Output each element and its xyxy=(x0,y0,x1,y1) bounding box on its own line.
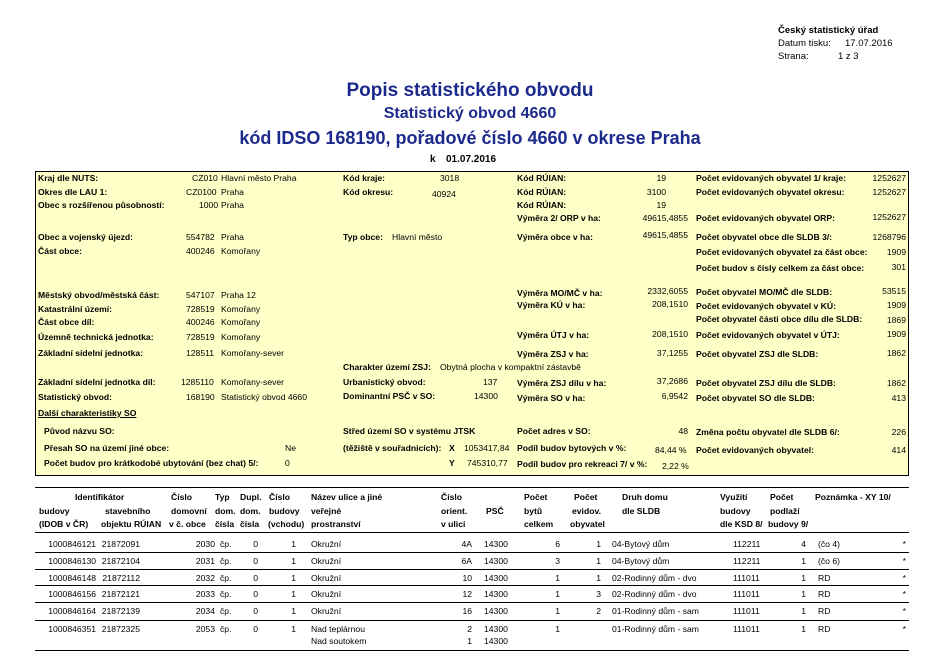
cell-pocet-obyvatel: 1 xyxy=(596,556,601,566)
cell-podlazi: 1 xyxy=(801,589,806,599)
th-podlazi-2: podlaží xyxy=(770,506,800,516)
cell-cislo-domovni: 2030 xyxy=(195,539,215,549)
cell-stavebni-objekt: 21872091 xyxy=(101,539,140,549)
cell-pocet-obyvatel: 1 xyxy=(596,573,601,583)
cell-cislo-budovy: 1 xyxy=(291,556,296,566)
obec-code: 554782 xyxy=(186,232,215,242)
obyv-zsj-dil-value: 1862 xyxy=(886,378,906,388)
vymera-zsj-value: 37,1255 xyxy=(656,348,688,358)
cell-ulice: Okružní xyxy=(311,589,342,599)
ruian-okres-label: Kód RÚIAN: xyxy=(517,187,567,197)
cell-dupl: 0 xyxy=(253,539,258,549)
zsj-dil-code: 1285110 xyxy=(181,377,214,387)
vymera-ku-label: Výměra KÚ v ha: xyxy=(517,300,586,310)
cell-druh-domu: 04-Bytový dům xyxy=(612,539,670,549)
cell-cislo-orient: 1 xyxy=(467,636,472,646)
cast-obce-dil-label: Část obce díl: xyxy=(38,317,95,327)
cell-cislo-orient: 16 xyxy=(462,606,472,616)
mc-code: 547107 xyxy=(186,290,215,300)
mc-name: Praha 12 xyxy=(221,290,256,300)
vymera-utj-value: 208,1510 xyxy=(652,329,688,339)
orp-name: Praha xyxy=(221,200,244,210)
cell-marker: * xyxy=(902,589,906,599)
row-separator xyxy=(35,602,909,603)
ruian-okres-value: 3100 xyxy=(646,187,666,197)
obyv-kraj-label: Počet evidovaných obyvatel 1/ kraje: xyxy=(696,173,846,183)
cell-typ: čp. xyxy=(220,589,232,599)
cell-marker: * xyxy=(902,556,906,566)
obyv-utj-label: Počet evidovaných obyvatel v ÚTJ: xyxy=(696,330,840,340)
zsj-dil-label: Základní sídelní jednotka díl: xyxy=(38,377,156,387)
cell-pocet-bytu: 1 xyxy=(555,589,560,599)
cast-obce-name: Komořany xyxy=(221,246,261,256)
th-identifikator: Identifikátor xyxy=(75,492,125,502)
th-typ-dom: dom. xyxy=(215,506,236,516)
cell-podlazi: 1 xyxy=(801,624,806,634)
cell-pocet-bytu: 1 xyxy=(555,573,560,583)
cell-marker: * xyxy=(902,573,906,583)
cell-cislo-orient: 10 xyxy=(462,573,472,583)
zsj-name: Komořany-sever xyxy=(221,348,285,358)
page-title: Popis statistického obvodu xyxy=(346,80,594,101)
cell-dupl: 0 xyxy=(253,624,258,634)
x-value: 1053417,84 xyxy=(464,443,510,453)
cell-psc: 14300 xyxy=(484,606,508,616)
teziste-label: (těžiště v souřadnicích): xyxy=(343,443,442,453)
page-number: 1 z 3 xyxy=(838,51,859,62)
th-druh-domu-2: dle SLDB xyxy=(622,506,661,516)
adres-label: Počet adres v SO: xyxy=(517,426,591,436)
th-cislo-budovy: Číslo xyxy=(269,492,291,502)
kraj-name: Hlavní město Praha xyxy=(221,173,297,183)
cell-poznamka: RD xyxy=(818,589,831,599)
vymera-ku-value: 208,1510 xyxy=(652,299,688,309)
vymera-zsj-label: Výměra ZSJ v ha: xyxy=(517,349,589,359)
obyv-so-value: 413 xyxy=(891,393,906,403)
orp-label: Obec s rozšířenou působností: xyxy=(38,200,165,210)
as-of-date: 01.07.2016 xyxy=(446,154,497,165)
th-pocet-evid-2: evidov. xyxy=(572,506,601,516)
cell-psc: 14300 xyxy=(484,624,508,634)
evid-obyv-label: Počet evidovaných obyvatel: xyxy=(696,445,814,455)
cell-pocet-bytu: 6 xyxy=(555,539,560,549)
obyv-zsj-label: Počet obyvatel ZSJ dle SLDB: xyxy=(696,349,819,359)
cell-stavebni-objekt: 21872112 xyxy=(102,573,140,583)
budovy-cast-value: 301 xyxy=(891,262,906,272)
kratkodobe-value: 0 xyxy=(285,458,290,468)
row-separator xyxy=(35,585,909,586)
cell-druh-domu: 01-Rodinný dům - sam xyxy=(612,606,699,616)
charakter-value: Obytná plocha v kompaktní zástavbě xyxy=(440,362,581,372)
utj-code: 728519 xyxy=(186,332,215,342)
th-pocet-evid: Počet xyxy=(574,492,598,502)
kraj-label: Kraj dle NUTS: xyxy=(38,173,99,183)
obyv-cast-value: 1909 xyxy=(886,247,906,257)
cell-typ: čp. xyxy=(220,539,232,549)
th-objektu: objektu RÚIAN xyxy=(101,519,162,529)
cell-psc: 14300 xyxy=(484,573,508,583)
th-ulice-2: veřejné xyxy=(311,506,342,516)
cell-idob: 1000846130 xyxy=(48,556,96,566)
print-date: 17.07.2016 xyxy=(845,38,893,49)
obyv-zsj-value: 1862 xyxy=(886,348,906,358)
cell-cislo-domovni: 2034 xyxy=(195,606,215,616)
podil-bytovych-label: Podíl budov bytových v %: xyxy=(517,443,627,453)
print-date-label: Datum tisku: xyxy=(778,38,831,49)
obyv-okres-label: Počet evidovaných obyvatel okresu: xyxy=(696,187,845,197)
obyv-ku-value: 1909 xyxy=(886,300,906,310)
cell-typ: čp. xyxy=(220,573,232,583)
th-ulice: Název ulice a jiné xyxy=(311,492,383,502)
cell-idob: 1000846156 xyxy=(48,589,96,599)
th-cislo: Číslo xyxy=(171,492,193,502)
th-podlazi: Počet xyxy=(770,492,794,502)
th-pocet-bytu-3: celkem xyxy=(524,519,554,529)
kod-okresu-label: Kód okresu: xyxy=(343,187,394,197)
orp-code: 1000 xyxy=(199,200,219,210)
cell-poznamka: RD xyxy=(818,606,831,616)
vymera-zsj-dil-label: Výměra ZSJ dílu v ha: xyxy=(517,378,607,388)
th-stavebniho: stavebního xyxy=(105,506,151,516)
obyv-okres-value: 1252627 xyxy=(872,187,906,197)
okres-code: CZ0100 xyxy=(186,187,217,197)
cast-obce-label: Část obce: xyxy=(38,246,82,256)
cell-psc: 14300 xyxy=(484,556,508,566)
cell-poznamka: (čo 6) xyxy=(818,556,840,566)
th-poznamka: Poznámka - XY 10/ xyxy=(815,492,891,502)
page-subtitle-code: kód IDSO 168190, pořadové číslo 4660 v okrese Praha xyxy=(239,128,701,148)
th-budovy: budovy xyxy=(39,506,70,516)
th-domovni: domovní xyxy=(171,506,207,516)
okres-label: Okres dle LAU 1: xyxy=(38,187,108,197)
th-psc: PSČ xyxy=(486,506,504,516)
obyv-obce-label: Počet obyvatel obce dle SLDB 3/: xyxy=(696,232,833,242)
ruian-kraj-label: Kód RÚIAN: xyxy=(517,173,567,183)
cell-podlazi: 1 xyxy=(801,556,806,566)
cell-idob: 1000846148 xyxy=(48,573,96,583)
vymera-orp-value: 49615,4855 xyxy=(642,213,688,223)
th-cislo-vchodu: (vchodu) xyxy=(268,519,305,529)
ruian-orp-value: 19 xyxy=(656,200,666,210)
zsj-label: Základní sídelní jednotka: xyxy=(38,348,144,358)
cell-vyuziti: 111011 xyxy=(733,624,760,634)
th-typ-cisla: čísla xyxy=(215,519,235,529)
vymera-obce-label: Výměra obce v ha: xyxy=(517,232,593,242)
presah-value: Ne xyxy=(285,443,296,453)
typ-obce-value: Hlavní město xyxy=(392,232,443,242)
th-pocet-bytu-2: bytů xyxy=(524,506,543,516)
th-cislo-orient: Číslo xyxy=(441,492,463,502)
utj-label: Územně technická jednotka: xyxy=(38,332,154,342)
cell-cislo-budovy: 1 xyxy=(291,539,296,549)
cell-vyuziti: 112211 xyxy=(733,556,761,566)
cell-stavebni-objekt: 21872139 xyxy=(101,606,140,616)
cell-cislo-orient: 2 xyxy=(467,624,472,634)
th-vcobce: v č. obce xyxy=(169,519,206,529)
obyv-obce-value: 1268796 xyxy=(872,232,906,242)
vymera-obce-value: 49615,4855 xyxy=(642,230,688,240)
evid-obyv-value: 414 xyxy=(891,445,906,455)
cell-marker: * xyxy=(902,539,906,549)
as-of-label: k xyxy=(430,154,436,165)
cell-cislo-orient: 4A xyxy=(461,539,472,549)
cell-cislo-domovni: 2053 xyxy=(195,624,215,634)
cell-pocet-obyvatel: 2 xyxy=(596,606,601,616)
ruian-orp-label: Kód RÚIAN: xyxy=(517,200,567,210)
cell-dupl: 0 xyxy=(253,606,258,616)
cell-cislo-domovni: 2032 xyxy=(195,573,215,583)
cell-vyuziti: 111011 xyxy=(733,589,760,599)
dalsi-charakteristiky-heading: Další charakteristiky SO xyxy=(38,408,137,418)
th-idob: (IDOB v ČR) xyxy=(39,519,89,529)
puvod-label: Původ názvu SO: xyxy=(44,426,115,436)
th-cislo-orient-3: v ulici xyxy=(441,519,466,529)
charakter-label: Charakter území ZSJ: xyxy=(343,362,431,372)
cell-marker: * xyxy=(902,624,906,634)
th-podlazi-3: budovy 9/ xyxy=(768,519,809,529)
obyv-kraj-value: 1252627 xyxy=(872,173,906,183)
y-label: Y xyxy=(449,458,455,468)
th-cislo-budovy-2: budovy xyxy=(269,506,300,516)
th-ulice-3: prostranství xyxy=(311,519,361,529)
cell-ulice: Nad soutokem xyxy=(311,636,367,646)
vymera-mo-value: 2332,6055 xyxy=(647,286,688,296)
kratkodobe-label: Počet budov pro krátkodobé ubytování (bez chat) 5/: xyxy=(44,458,259,468)
cell-ulice: Okružní xyxy=(311,539,342,549)
obyv-mo-value: 53515 xyxy=(882,286,906,296)
budovy-cast-label: Počet budov s čísly celkem za část obce: xyxy=(696,263,865,273)
cell-cislo-budovy: 1 xyxy=(291,589,296,599)
presah-label: Přesah SO na území jiné obce: xyxy=(44,443,170,453)
adres-value: 48 xyxy=(678,426,688,436)
cell-dupl: 0 xyxy=(253,573,258,583)
th-vyuziti-3: dle KSD 8/ xyxy=(720,519,763,529)
cell-poznamka: RD xyxy=(818,573,831,583)
ku-label: Katastrální území: xyxy=(38,304,113,314)
cell-idob: 1000846121 xyxy=(48,539,96,549)
th-pocet-evid-3: obyvatel xyxy=(570,519,605,529)
cell-cislo-budovy: 1 xyxy=(291,573,296,583)
vymera-so-label: Výměra SO v ha: xyxy=(517,393,586,403)
podil-rekreace-label: Podíl budov pro rekreaci 7/ v %: xyxy=(517,459,648,469)
zmena-obyv-label: Změna počtu obyvatel dle SLDB 6/: xyxy=(696,427,840,437)
th-cislo-orient-2: orient. xyxy=(441,506,468,516)
obyv-utj-value: 1909 xyxy=(886,329,906,339)
obec-name: Praha xyxy=(221,232,244,242)
kod-okresu-value: 40924 xyxy=(432,189,456,199)
page-subtitle: Statistický obvod 4660 xyxy=(383,105,557,122)
cell-psc: 14300 xyxy=(484,589,508,599)
cell-vyuziti: 111011 xyxy=(733,606,760,616)
cast-obce-dil-name: Komořany xyxy=(221,317,261,327)
urban-label: Urbanistický obvod: xyxy=(343,377,426,387)
vymera-utj-label: Výměra ÚTJ v ha: xyxy=(517,330,590,340)
row-separator xyxy=(35,569,909,570)
obyv-ku-label: Počet evidovaných obyvatel v KÚ: xyxy=(696,301,836,311)
stred-label: Střed území SO v systému JTSK xyxy=(343,426,476,436)
vymera-mo-label: Výměra MO/MČ v ha: xyxy=(517,288,603,298)
obyv-orp-label: Počet evidovaných obyvatel ORP: xyxy=(696,213,835,223)
cell-podlazi: 1 xyxy=(801,606,806,616)
podil-rekreace-value: 2,22 % xyxy=(662,461,689,471)
cell-podlazi: 4 xyxy=(801,539,806,549)
typ-obce-label: Typ obce: xyxy=(343,232,383,242)
th-dupl: Dupl. xyxy=(240,492,262,502)
cell-ulice: Okružní xyxy=(311,573,342,583)
cell-dupl: 0 xyxy=(253,589,258,599)
cell-idob: 1000846164 xyxy=(48,606,96,616)
psc-label: Dominantní PSČ v SO: xyxy=(343,391,436,401)
kraj-code: CZ010 xyxy=(192,173,218,183)
cell-psc: 14300 xyxy=(484,636,508,646)
cell-poznamka: (čo 4) xyxy=(818,539,840,549)
cell-typ: čp. xyxy=(220,606,232,616)
cell-stavebni-objekt: 21872121 xyxy=(101,589,140,599)
obyv-mo-label: Počet obyvatel MO/MČ dle SLDB: xyxy=(696,287,833,297)
cell-cislo-orient: 6A xyxy=(461,556,472,566)
cell-ulice: Okružní xyxy=(311,606,342,616)
ruian-kraj-value: 19 xyxy=(656,173,666,183)
cell-pocet-bytu: 1 xyxy=(555,606,560,616)
cell-druh-domu: 02-Rodinný dům - dvo xyxy=(612,573,697,583)
cell-dupl: 0 xyxy=(253,556,258,566)
vymera-zsj-dil-value: 37,2686 xyxy=(656,376,688,386)
cell-cislo-orient: 12 xyxy=(462,589,472,599)
utj-name: Komořany xyxy=(221,332,261,342)
cell-psc: 14300 xyxy=(484,539,508,549)
kod-kraje-label: Kód kraje: xyxy=(343,173,386,183)
cell-cislo-budovy: 1 xyxy=(291,624,296,634)
th-druh-domu: Druh domu xyxy=(622,492,668,502)
cell-pocet-bytu: 1 xyxy=(555,624,560,634)
cell-poznamka: RD xyxy=(818,624,831,634)
cell-marker: * xyxy=(902,606,906,616)
cast-obce-dil-code: 400246 xyxy=(186,317,215,327)
cell-druh-domu: 02-Rodinný dům - dvo xyxy=(612,589,697,599)
zsj-dil-name: Komořany-sever xyxy=(221,377,285,387)
table-bottom-border xyxy=(35,650,909,651)
cell-vyuziti: 111011 xyxy=(733,573,760,583)
cell-stavebni-objekt: 21872325 xyxy=(101,624,140,634)
cell-typ: čp. xyxy=(220,556,232,566)
okres-name: Praha xyxy=(221,187,244,197)
y-value: 745310,77 xyxy=(467,458,508,468)
page-label: Strana: xyxy=(778,51,809,62)
urban-value: 137 xyxy=(483,377,498,387)
cell-pocet-obyvatel: 3 xyxy=(596,589,601,599)
obyv-cast-label: Počet evidovaných obyvatel za část obce: xyxy=(696,247,868,257)
cell-idob: 1000846351 xyxy=(48,624,96,634)
cell-ulice: Nad teplárnou xyxy=(311,624,365,634)
vymera-so-value: 6,9542 xyxy=(661,391,688,401)
zmena-obyv-value: 226 xyxy=(891,427,906,437)
cell-ulice: Okružní xyxy=(311,556,342,566)
cell-cislo-domovni: 2033 xyxy=(195,589,215,599)
cell-pocet-bytu: 3 xyxy=(555,556,560,566)
vymera-orp-label: Výměra 2/ ORP v ha: xyxy=(517,213,601,223)
obyv-cast-dil-value: 1869 xyxy=(886,315,906,325)
th-vyuziti: Využití xyxy=(720,492,748,502)
cell-druh-domu: 04-Bytový dům xyxy=(612,556,670,566)
cell-pocet-obyvatel: 1 xyxy=(596,539,601,549)
cell-cislo-domovni: 2031 xyxy=(195,556,215,566)
obec-label: Obec a vojenský újezd: xyxy=(38,232,134,242)
cell-podlazi: 1 xyxy=(801,573,806,583)
organization-name: Český statistický úřad xyxy=(778,25,879,36)
cell-druh-domu: 01-Rodinný dům - sam xyxy=(612,624,699,634)
so-name: Statistický obvod 4660 xyxy=(221,392,307,402)
ku-name: Komořany xyxy=(221,304,261,314)
so-code: 168190 xyxy=(186,392,215,402)
row-separator xyxy=(35,552,909,553)
th-dupl-cisla: čísla xyxy=(240,519,260,529)
obyv-so-label: Počet obyvatel SO dle SLDB: xyxy=(696,393,815,403)
so-label: Statistický obvod: xyxy=(38,392,113,402)
th-pocet-bytu: Počet xyxy=(524,492,548,502)
cell-typ: čp. xyxy=(220,624,232,634)
podil-bytovych-value: 84,44 % xyxy=(655,445,687,455)
th-typ: Typ xyxy=(215,492,230,502)
obyv-cast-dil-label: Počet obyvatel části obce dílu dle SLDB: xyxy=(696,314,863,324)
kod-kraje-value: 3018 xyxy=(440,173,460,183)
cell-cislo-budovy: 1 xyxy=(291,606,296,616)
mc-label: Městský obvod/městská část: xyxy=(38,290,160,300)
x-label: X xyxy=(449,443,455,453)
zsj-code: 128511 xyxy=(186,348,215,358)
row-separator xyxy=(35,620,909,621)
psc-value: 14300 xyxy=(474,391,498,401)
th-dupl-dom: dom. xyxy=(240,506,261,516)
obyv-zsj-dil-label: Počet obyvatel ZSJ dílu dle SLDB: xyxy=(696,378,836,388)
cell-vyuziti: 112211 xyxy=(733,539,761,549)
obyv-orp-value: 1252627 xyxy=(872,212,906,222)
ku-code: 728519 xyxy=(186,304,215,314)
th-vyuziti-2: budovy xyxy=(720,506,751,516)
cell-stavebni-objekt: 21872104 xyxy=(101,556,140,566)
cast-obce-code: 400246 xyxy=(186,246,215,256)
